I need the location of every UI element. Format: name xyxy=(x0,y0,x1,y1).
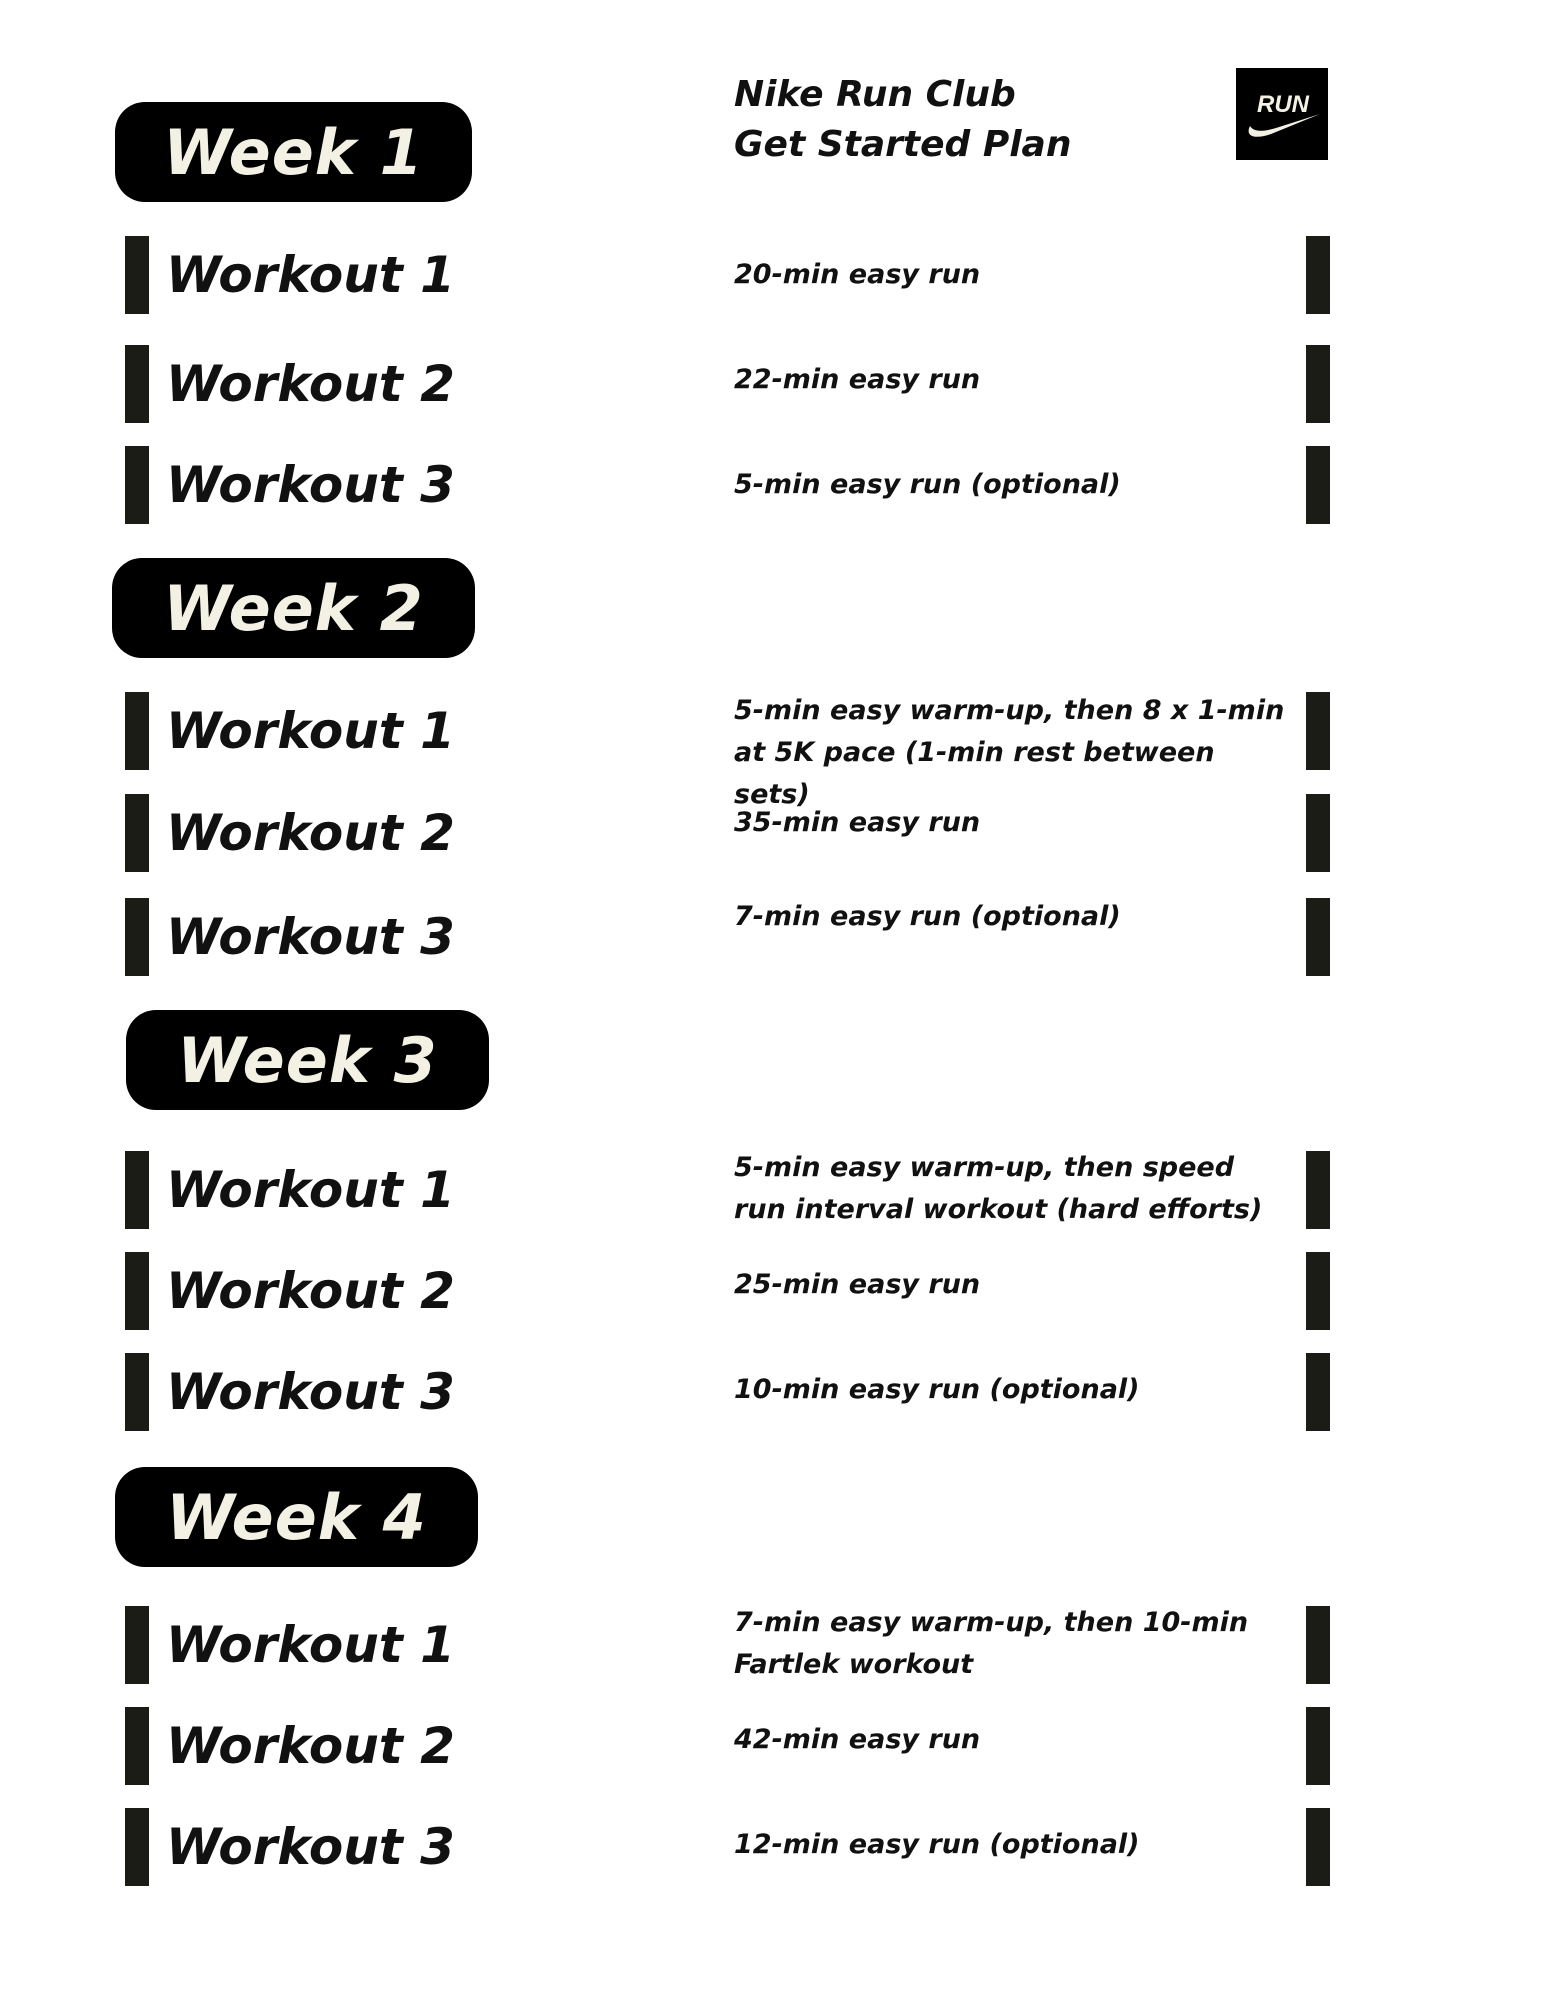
workout-row xyxy=(0,1808,1545,1886)
workout-label: Workout 3 xyxy=(166,456,455,514)
workout-label: Workout 1 xyxy=(166,702,455,760)
week-label: Week 1 xyxy=(163,115,424,189)
row-marker-right xyxy=(1306,898,1330,976)
row-marker-left xyxy=(125,1606,149,1684)
row-marker-right xyxy=(1306,345,1330,423)
workout-description: 10-min easy run (optional) xyxy=(734,1374,1140,1405)
workout-row xyxy=(0,898,1545,976)
workout-row xyxy=(0,794,1545,872)
row-marker-left xyxy=(125,446,149,524)
workout-label: Workout 3 xyxy=(166,908,455,966)
plan-header xyxy=(734,70,1071,170)
workout-description: 22-min easy run xyxy=(734,364,981,395)
week-label: Week 3 xyxy=(177,1023,438,1097)
row-marker-right xyxy=(1306,794,1330,872)
row-marker-left xyxy=(125,1353,149,1431)
row-marker-left xyxy=(125,1707,149,1785)
workout-description: 7-min easy warm-up, then 10-min Fartlek workout xyxy=(734,1607,1249,1680)
nike-swoosh-icon xyxy=(1236,68,1328,160)
plan-title: Nike Run Club xyxy=(734,74,1016,115)
row-marker-right xyxy=(1306,1707,1330,1785)
row-marker-right xyxy=(1306,692,1330,770)
workout-row xyxy=(0,692,1545,810)
workout-row xyxy=(0,1353,1545,1431)
workout-label: Workout 2 xyxy=(166,355,455,413)
row-marker-right xyxy=(1306,1252,1330,1330)
plan-subtitle: Get Started Plan xyxy=(734,124,1072,165)
workout-description: 20-min easy run xyxy=(734,259,981,290)
row-marker-left xyxy=(125,898,149,976)
week-4-header xyxy=(115,1467,478,1567)
row-marker-left xyxy=(125,236,149,314)
workout-description: 42-min easy run xyxy=(734,1724,981,1755)
workout-description: 12-min easy run (optional) xyxy=(734,1829,1140,1860)
workout-description: 5-min easy warm-up, then 8 x 1-min at 5K pace (1-min rest between sets) xyxy=(734,695,1285,810)
workout-label: Workout 1 xyxy=(166,1616,455,1674)
workout-row xyxy=(0,345,1545,423)
row-marker-left xyxy=(125,794,149,872)
workout-label: Workout 2 xyxy=(166,804,455,862)
row-marker-left xyxy=(125,1252,149,1330)
workout-label: Workout 2 xyxy=(166,1717,455,1775)
row-marker-left xyxy=(125,345,149,423)
nrc-logo xyxy=(1236,68,1328,160)
workout-label: Workout 1 xyxy=(166,246,455,304)
row-marker-right xyxy=(1306,1606,1330,1684)
week-label: Week 4 xyxy=(166,1480,427,1554)
row-marker-left xyxy=(125,1808,149,1886)
workout-row xyxy=(0,1252,1545,1330)
week-3-header xyxy=(126,1010,489,1110)
workout-row xyxy=(0,446,1545,524)
row-marker-right xyxy=(1306,446,1330,524)
workout-row xyxy=(0,236,1545,314)
workout-description: 5-min easy warm-up, then speed run interval workout (hard efforts) xyxy=(734,1152,1263,1225)
row-marker-right xyxy=(1306,1808,1330,1886)
row-marker-left xyxy=(125,1151,149,1229)
row-marker-left xyxy=(125,692,149,770)
workout-row xyxy=(0,1707,1545,1785)
week-1-header xyxy=(115,102,472,202)
workout-label: Workout 1 xyxy=(166,1161,455,1219)
workout-description: 5-min easy run (optional) xyxy=(734,469,1121,500)
workout-row xyxy=(0,1606,1545,1684)
logo-text: RUN xyxy=(1257,91,1309,118)
workout-description: 25-min easy run xyxy=(734,1269,981,1300)
row-marker-right xyxy=(1306,1353,1330,1431)
workout-label: Workout 3 xyxy=(166,1363,455,1421)
workout-row xyxy=(0,1151,1545,1229)
workout-description: 7-min easy run (optional) xyxy=(734,901,1121,932)
workout-description: 35-min easy run xyxy=(734,807,981,838)
row-marker-right xyxy=(1306,1151,1330,1229)
week-label: Week 2 xyxy=(163,571,424,645)
workout-label: Workout 3 xyxy=(166,1818,455,1876)
row-marker-right xyxy=(1306,236,1330,314)
workout-label: Workout 2 xyxy=(166,1262,455,1320)
week-2-header xyxy=(112,558,475,658)
